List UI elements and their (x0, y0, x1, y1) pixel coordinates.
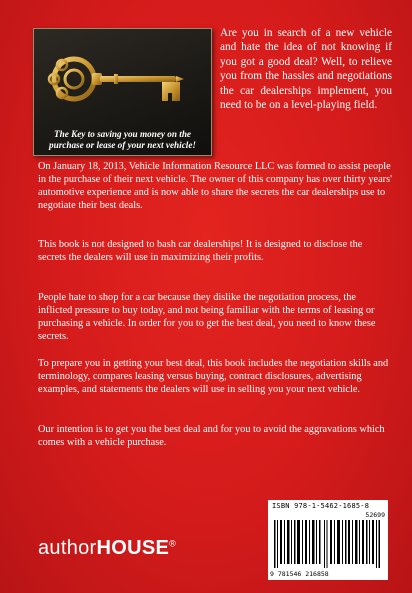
publisher-logo-part2: HOUSE (96, 537, 170, 559)
paragraph-contents: To prepare you in getting your best deal, this book includes the negotiation skills and terminology, compares leasing versus buying, contract disclosures, advertising examples, and statements the dealers will use in selling you your next vehicle. (38, 358, 389, 395)
paragraph-intention: Our intention is to get you the best deal and for you to avoid the aggravations which comes with a vehicle purchase. (38, 424, 385, 448)
barcode-digits: 9 781546 216858 (270, 570, 329, 578)
key-image-box (33, 28, 212, 156)
barcode-icon (274, 520, 382, 568)
isbn-barcode (268, 500, 388, 580)
price-code: 52699 (365, 511, 385, 519)
antique-key-icon (34, 29, 211, 129)
publisher-logo (38, 537, 176, 560)
key-caption: The Key to saving you money on the purchase or lease of your next vehicle! (49, 129, 196, 150)
publisher-logo-part1: author (38, 537, 97, 559)
intro-text: Are you in search of a new vehicle and hate the idea of not knowing if you got a good deal? Well, to relieve you from the hassles and negotiations the car dealerships implement, you need to be on a level-playing field. (220, 27, 392, 112)
paragraph-purpose: This book is not designed to bash car dealerships! It is designed to disclose the secrets the dealers will use in maximizing their profits. (38, 239, 363, 263)
registered-mark: ® (169, 538, 177, 549)
paragraph-company-history: On January 18, 2013, Vehicle Information Resource LLC was formed to assist people in the purchase of their next vehicle. The owner of this company has over thirty years' automotive experience and is now able to share the secrets the car dealerships use to negotiate their best deals. (38, 161, 392, 211)
paragraph-negotiation: People hate to shop for a car because they dislike the negotiation process, the inflicted pressure to buy today, and not being familiar with the terms of leasing or purchasing a vehicle. In order for you to get the best deal, you need to know these secrets. (38, 292, 376, 342)
isbn-text: ISBN 978-1-5462-1685-8 (272, 502, 370, 510)
